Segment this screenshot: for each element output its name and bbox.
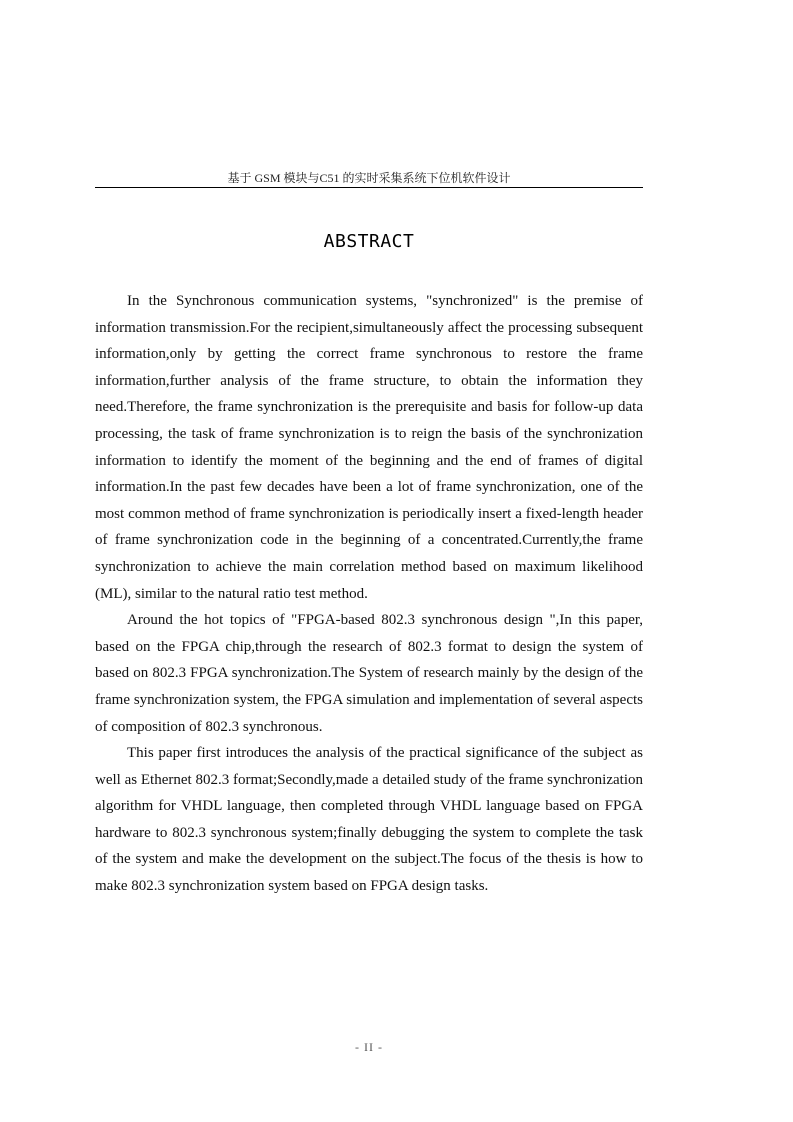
abstract-paragraph-3: This paper first introduces the analysis of the practical significance of the subject as well as Ethernet 802.3 format;Secondly,made a detailed study of the frame synchronization algorithm for VHDL language, then completed through VHDL language based on FPGA hardware to 802.3 synchronous system;finally debugging the system to complete the task of the system and make the development on the subject.The focus of the thesis is how to make 802.3 synchronization system based on FPGA design tasks. [95, 745, 643, 895]
abstract-paragraph-1: In the Synchronous communication systems, "synchronized" is the premise of information transmission.For the recipient,simultaneously affect the processing subsequent information,only by getting the correct frame synchronous to restore the frame information,further analysis of the frame structure, to obtain the information they need.Therefore, the frame synchronization is the prerequisite and basis for follow-up data processing, the task of frame synchronization is to reign the basis of the synchronization information to identify the moment of the beginning and the end of frames of digital information.In the past few decades have been a lot of frame synchronization, one of the most common method of frame synchronization is periodically insert a fixed-length header of frame synchronization code in the beginning of a concentrated.Currently,the frame synchronization to achieve the main correlation method based on maximum likelihood (ML), similar to the natural ratio test method. [95, 293, 643, 602]
running-header: 基于 GSM 模块与C51 的实时采集系统下位机软件设计 [227, 171, 511, 185]
abstract-paragraph-2: Around the hot topics of "FPGA-based 802.3 synchronous design ",In this paper, based on the FPGA chip,through the research of 802.3 format to design the system of based on 802.3 FPGA synchronization.The System of research mainly by the design of the frame synchronization system, the FPGA simulation and implementation of several aspects of composition of 802.3 synchronous. [95, 612, 643, 735]
page-number: - II - [355, 1040, 383, 1054]
abstract-title: ABSTRACT [323, 231, 415, 252]
abstract-body [95, 288, 643, 900]
header-divider [95, 187, 643, 188]
